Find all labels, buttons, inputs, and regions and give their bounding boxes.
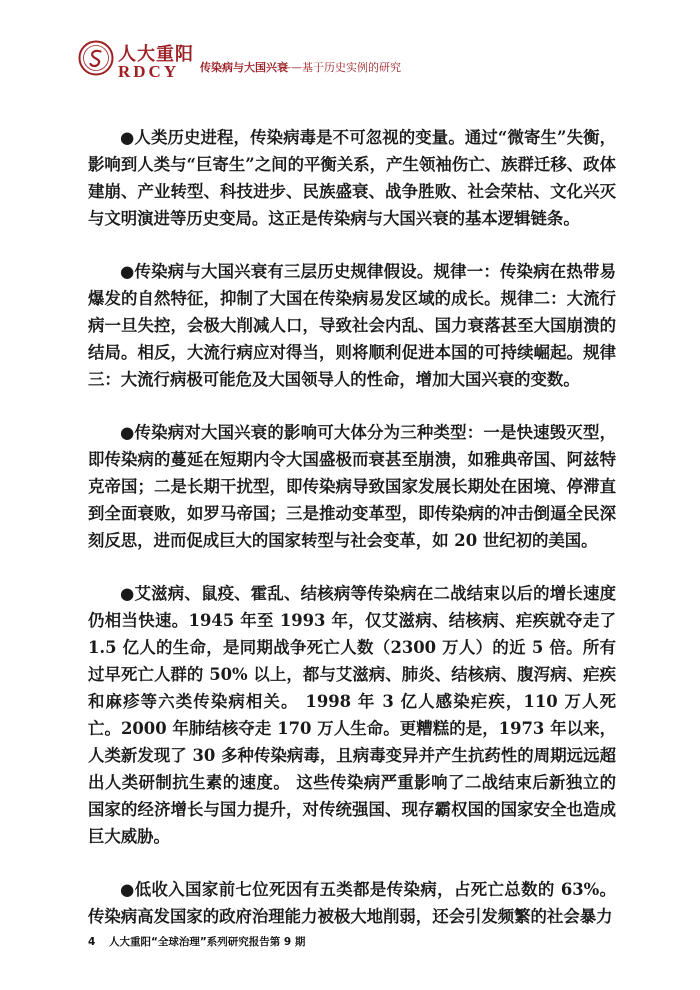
logo-english-text: RDCY	[118, 62, 180, 81]
header-title: 传染病与大国兴衰	[200, 61, 288, 74]
paragraph-4: ●艾滋病、鼠疫、霍乱、结核病等传染病在二战结束以后的增长速度仍相当快速。1945 年至 1993 年，仅艾滋病、结核病、疟疾就夺走了 1.5 亿人的生命，是同期战争死亡人数（2300 万人）的近 5 倍。所有过早死亡人群的 50% 以上，都与艾滋病、肺炎、结核病、腹泻病、疟疾和麻疹等六类传染病相关。 1998 年 3 亿人感染疟疾，110 万人死亡。2000 年肺结核夺走 170 万人生命。更糟糕的是，1973 年以来，人类新发现了 30 多种传染病毒，且病毒变异并产生抗药性的周期远远超出人类研制抗生素的速度。 这些传染病严重影响了二战结束后新独立的国家的经济增长与国力提升，对传统强国、现存霸权国的国家安全也造成巨大威胁。	[88, 584, 616, 846]
main-content	[88, 124, 616, 956]
footer-report-title: 人大重阳“全球治理”系列研究报告第 9 期	[108, 936, 306, 948]
paragraph-1: ●人类历史进程，传染病毒是不可忽视的变量。通过“微寄生”失衡，影响到人类与“巨寄生”之间的平衡关系，产生领袖伤亡、族群迁移、政体建崩、产业转型、科技进步、民族盛衰、战争胜败、社会荣枯、文化兴灭与文明演进等历史变局。这正是传染病与大国兴衰的基本逻辑链条。	[88, 128, 616, 228]
page-number: 4	[88, 936, 96, 948]
paragraph-2: ●传染病与大国兴衰有三层历史规律假设。规律一：传染病在热带易爆发的自然特征，抑制了大国在传染病易发区域的成长。规律二：大流行病一旦失控，会极大削减人口，导致社会内乱、国力衰落甚至大国崩溃的结局。相反，大流行病应对得当，则将顺利促进本国的可持续崛起。规律三：大流行病极可能危及大国领导人的性命，增加大国兴衰的变数。	[88, 262, 616, 389]
page-footer	[88, 934, 305, 949]
page-header	[78, 40, 618, 90]
paragraph-3: ●传染病对大国兴衰的影响可大体分为三种类型：一是快速毁灭型，即传染病的蔓延在短期内令大国盛极而衰甚至崩溃，如雅典帝国、阿兹特克帝国；二是长期干扰型，即传染病导致国家发展长期处在困境、停滞直到全面衰败，如罗马帝国；三是推动变革型，即传染病的冲击倒逼全民深刻反思，进而促成巨大的国家转型与社会变革，如 20 世纪初的美国。	[88, 423, 616, 550]
paragraph-5: ●低收入国家前七位死因有五类都是传染病，占死亡总数的 63%。传染病高发国家的政府治理能力被极大地削弱，还会引发频繁的社会暴力	[88, 880, 616, 926]
header-subtitle: ——基于历史实例的研究	[280, 61, 401, 74]
rdcy-seal-icon	[78, 40, 114, 76]
logo-chinese-text: 人大重阳	[118, 44, 194, 65]
